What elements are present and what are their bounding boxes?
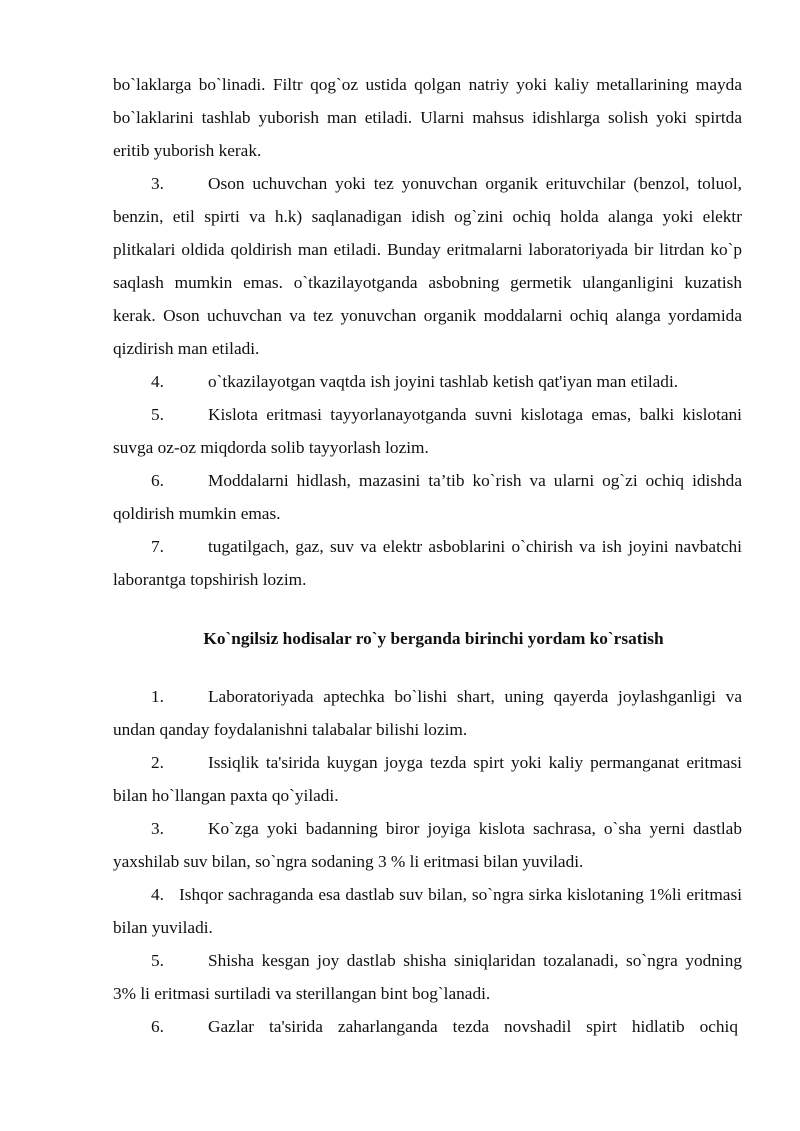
aid-1-text: Laboratoriyada aptechka bo`lishi shart, uning qayerda joylashganligi va undan qanday foydalanishni talabalar bilishi lozim. <box>113 687 742 739</box>
aid-3-text: Ko`zga yoki badanning biror joyiga kislota sachrasa, o`sha yerni dastlab yaxshilab suv bilan, so`ngra sodaning 3 % li eritmasi bilan yuviladi. <box>113 819 742 871</box>
rule-6 <box>113 464 742 530</box>
aid-6-number: 6. <box>151 1017 164 1036</box>
aid-5-text: Shisha kesgan joy dastlab shisha siniqlaridan tozalanadi, so`ngra yodning 3% li eritmasi surtiladi va sterillangan bint bog`lanadi. <box>113 951 742 1003</box>
aid-2-number: 2. <box>151 753 164 772</box>
rule-4 <box>113 365 742 398</box>
rule-5 <box>113 398 742 464</box>
rule-7-number: 7. <box>151 537 164 556</box>
aid-3 <box>113 812 742 878</box>
aid-4-text: Ishqor sachraganda esa dastlab suv bilan, so`ngra sirka kislotaning 1%li eritmasi bilan yuviladi. <box>113 885 742 937</box>
aid-6 <box>113 1010 742 1043</box>
aid-1 <box>113 680 742 746</box>
aid-4-number: 4. <box>151 885 164 904</box>
aid-2-text: Issiqlik ta'sirida kuygan joyga tezda spirt yoki kaliy permanganat eritmasi bilan ho`llangan paxta qo`yiladi. <box>113 753 742 805</box>
rule-6-number: 6. <box>151 471 164 490</box>
section-heading: Ko`ngilsiz hodisalar ro`y berganda birinchi yordam ko`rsatish <box>203 629 664 648</box>
rule-4-number: 4. <box>151 372 164 391</box>
rule-5-text: Kislota eritmasi tayyorlanayotganda suvni kislotaga emas, balki kislotani suvga oz-oz miqdorda solib tayyorlash lozim. <box>113 405 742 457</box>
rule-5-number: 5. <box>151 405 164 424</box>
rule-3-number: 3. <box>151 174 164 193</box>
aid-5 <box>113 944 742 1010</box>
rule-6-text: Moddalarni hidlash, mazasini ta’tib ko`rish va ularni og`zi ochiq idishda qoldirish mumkin emas. <box>113 471 742 523</box>
rule-7-text: tugatilgach, gaz, suv va elektr asboblarini o`chirish va ish joyini navbatchi laborantga topshirish lozim. <box>113 537 742 589</box>
aid-6-text: Gazlar ta'sirida zaharlanganda tezda novshadil spirt hidlatib ochiq <box>208 1017 738 1036</box>
rule-3 <box>113 167 742 365</box>
rule-3-text: Oson uchuvchan yoki tez yonuvchan organik erituvchilar (benzol, toluol, benzin, etil spirti va h.k) saqlanadigan idish og`zini ochiq holda alanga yoki elektr plitkalari oldida qoldirish man etiladi. Bunday eritmalarni laboratoriyada bir litrdan ko`p saqlash mumkin emas. o`tkazilayotganda asbobning germetik ulanganligini kuzatish kerak. Oson uchuvchan va tez yonuvchan organik moddalarni ochiq alanga yordamida qizdirish man etiladi. <box>113 174 742 358</box>
document-body <box>113 68 742 1043</box>
aid-5-number: 5. <box>151 951 164 970</box>
aid-2 <box>113 746 742 812</box>
aid-1-number: 1. <box>151 687 164 706</box>
rule-7 <box>113 530 742 596</box>
aid-3-number: 3. <box>151 819 164 838</box>
rule-4-text: o`tkazilayotgan vaqtda ish joyini tashlab ketish qat'iyan man etiladi. <box>208 372 679 391</box>
intro-paragraph: bo`laklarga bo`linadi. Filtr qog`oz ustida qolgan natriy yoki kaliy metallarining mayda bo`laklarini tashlab yuborish man etiladi. Ularni mahsus idishlarga solish yoki spirtda eritib yuborish kerak. <box>113 75 742 160</box>
aid-4 <box>113 878 742 944</box>
